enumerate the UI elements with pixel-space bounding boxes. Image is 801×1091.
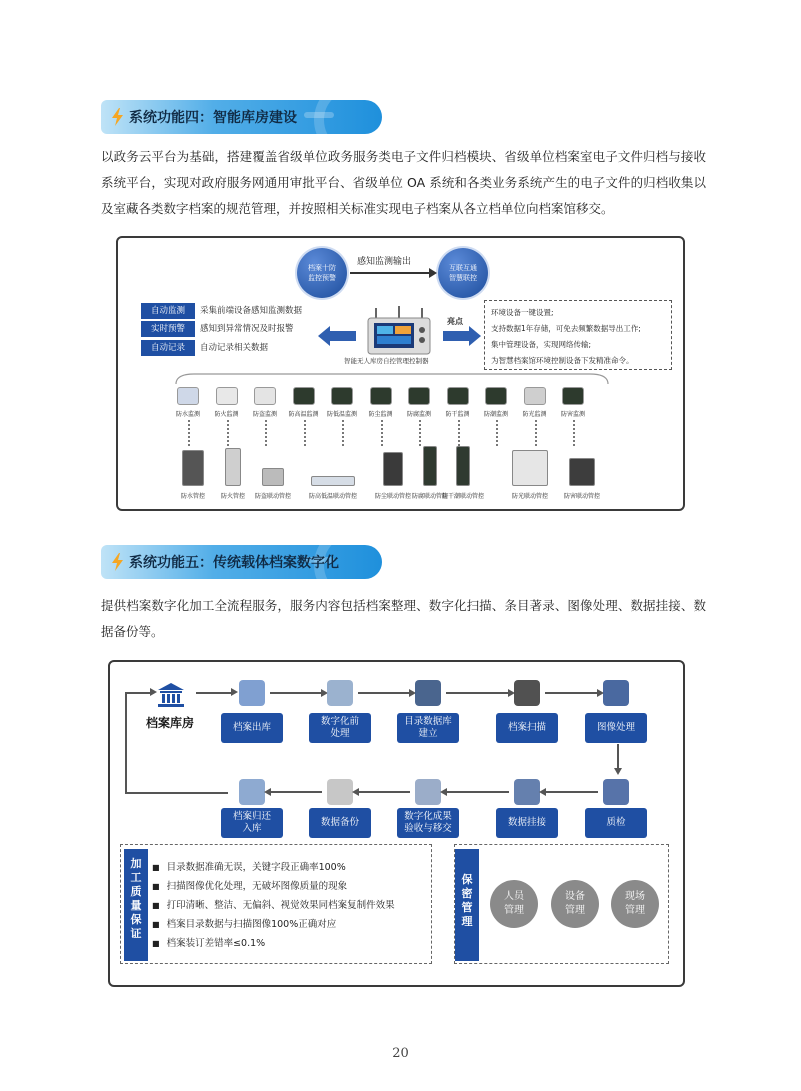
flow-arrow <box>270 692 322 694</box>
flow-arrow <box>196 692 232 694</box>
tag-auto-record: 自动记录 <box>141 340 195 356</box>
arrow-head <box>440 788 447 796</box>
section5-title: 系统功能五：传统载体档案数字化 <box>129 555 339 571</box>
left-block-arrow <box>318 326 356 346</box>
process-step: 数据备份 <box>309 808 371 838</box>
process-step: 目录数据库 建立 <box>397 713 459 743</box>
process-step: 数据挂接 <box>496 808 558 838</box>
qa-item: ■ 扫描图像优化处理，无破坏图像质量的现象 <box>152 877 395 896</box>
sensor-icon <box>216 387 238 405</box>
device-icon <box>383 452 403 486</box>
sensor-icon <box>331 387 353 405</box>
device-label: 防干潮联动管控 <box>441 493 484 500</box>
staff-management: 人员 管理 <box>490 880 538 928</box>
device-label: 防盗联动管控 <box>254 493 291 500</box>
device-icon <box>569 458 595 486</box>
tag-auto-record-desc: 自动记录相关数据 <box>200 343 269 353</box>
qa-item: ■ 打印清晰、整洁、无偏斜、视觉效果同档案复制件效果 <box>152 896 395 915</box>
sensor-label: 防低温监测 <box>326 411 357 418</box>
sensor-label: 防水监测 <box>175 411 200 418</box>
header-decoration <box>304 112 334 118</box>
monitor-warning-circle: 档案十防 监控预警 <box>297 248 347 298</box>
sensor-icon <box>447 387 469 405</box>
qa-label-text: 加 工 质 量 保 证 <box>130 857 142 940</box>
highlights-box <box>484 300 672 370</box>
section4-header <box>101 100 382 134</box>
device-icon <box>262 468 284 486</box>
process-step: 档案扫描 <box>496 713 558 743</box>
process-step: 质检 <box>585 808 647 838</box>
flow-arrow <box>446 791 509 793</box>
device-icon <box>225 448 241 486</box>
dotted-connector <box>535 420 537 446</box>
section5-paragraph: 提供档案数字化加工全流程服务，服务内容包括档案整理、数字化扫描、条目著录、图像处理、数据挂接、数据备份等。 <box>101 598 706 639</box>
flow-arrow <box>358 692 410 694</box>
archive-building-icon <box>156 682 186 708</box>
qa-list <box>152 858 395 953</box>
qa-item: ■ 目录数据准确无误，关键字段正确率100% <box>152 858 395 877</box>
process-icon <box>239 680 265 706</box>
process-step: 数字化成果 验收与移交 <box>397 808 459 838</box>
process-step: 档案出库 <box>221 713 283 743</box>
security-label <box>455 849 479 961</box>
page-number: 20 <box>392 1046 409 1061</box>
sensor-label: 防潮监测 <box>483 411 508 418</box>
sensor-label: 防盗监测 <box>252 411 277 418</box>
top-arrow <box>350 272 430 274</box>
loop-line-bottom <box>125 792 228 794</box>
device-label: 防腐联动管控 <box>411 493 448 500</box>
sensor-label: 防干监测 <box>445 411 470 418</box>
sensor-icon <box>254 387 276 405</box>
qa-item: ■ 档案装订差错率≤0.1% <box>152 934 395 953</box>
highlight-item: 集中管理设备，实现网络传输; <box>491 340 592 349</box>
dotted-connector <box>227 420 229 446</box>
process-icon <box>239 779 265 805</box>
highlight-item: 为智慧档案馆环境控制设备下发精准命令。 <box>491 356 634 365</box>
top-arrow-label: 感知监测输出 <box>357 257 412 267</box>
tag-auto-monitor: 自动监测 <box>141 303 195 319</box>
sensor-icon <box>370 387 392 405</box>
process-step: 图像处理 <box>585 713 647 743</box>
archive-label: 档案库房 <box>146 716 195 730</box>
device-icon <box>456 446 470 486</box>
sensor-icon <box>408 387 430 405</box>
dotted-connector <box>381 420 383 446</box>
loop-line-top <box>125 692 151 694</box>
controller-device <box>364 306 434 356</box>
arrow-head <box>539 788 546 796</box>
tag-auto-monitor-desc: 采集前端设备感知监测数据 <box>200 306 303 316</box>
flow-arrow <box>270 791 322 793</box>
device-label: 防水管控 <box>180 493 205 500</box>
dotted-connector <box>419 420 421 446</box>
sensor-icon <box>485 387 507 405</box>
interconnect-circle: 互联互通 智慧联控 <box>438 248 488 298</box>
device-label: 防高低温联动管控 <box>308 493 357 500</box>
dotted-connector <box>496 420 498 446</box>
dotted-connector <box>458 420 460 446</box>
device-icon <box>423 446 437 486</box>
sensor-icon <box>524 387 546 405</box>
process-icon <box>603 680 629 706</box>
device-icon <box>182 450 204 486</box>
arrow-head <box>231 688 238 696</box>
down-arrow-line <box>617 744 619 770</box>
device-label: 防光联动管控 <box>511 493 548 500</box>
arrow-head <box>614 768 622 775</box>
sensor-label: 防尘监测 <box>368 411 393 418</box>
flow-arrow <box>446 692 509 694</box>
device-label: 防火管控 <box>220 493 245 500</box>
sensor-label: 防光监测 <box>522 411 547 418</box>
flow-arrow <box>545 791 598 793</box>
loop-line-vertical <box>125 692 127 792</box>
security-label-text: 保 密 管 理 <box>461 873 473 928</box>
sensor-icon <box>562 387 584 405</box>
equipment-management: 设备 管理 <box>551 880 599 928</box>
sensor-label: 防腐监测 <box>406 411 431 418</box>
highlight-item: 环境设备一键设置; <box>491 308 554 317</box>
process-icon <box>514 779 540 805</box>
sensor-label: 防高温监测 <box>288 411 319 418</box>
section5-header <box>101 545 382 579</box>
dotted-connector <box>188 420 190 446</box>
flow-arrow <box>358 791 410 793</box>
dotted-connector <box>573 420 575 446</box>
device-icon <box>512 450 548 486</box>
process-icon <box>327 779 353 805</box>
section4-paragraph: 以政务云平台为基础，搭建覆盖省级单位政务服务类电子文件归档模块、省级单位档案室电子文件归档与接收系统平台，实现对政府服务网通用审批平台、省级单位 OA 系统和各类业务系统产生的电子文件的归档收集以及室藏各类数字档案的规范管理，并按照相关标准实现电子档案从各立档单位向档案馆移交。 <box>101 149 706 216</box>
tag-realtime-warning: 实时预警 <box>141 321 195 337</box>
arrow-head <box>150 688 157 696</box>
dotted-connector <box>342 420 344 446</box>
site-management: 现场 管理 <box>611 880 659 928</box>
dotted-connector <box>304 420 306 446</box>
tag-realtime-warning-desc: 感知到异常情况及时报警 <box>200 324 294 334</box>
dotted-connector <box>265 420 267 446</box>
arrow-head <box>429 268 437 278</box>
section4-title: 系统功能四：智能库房建设 <box>129 110 297 126</box>
qa-item: ■ 档案目录数据与扫描图像100%正确对应 <box>152 915 395 934</box>
sensor-icon <box>293 387 315 405</box>
sensor-label: 防火监测 <box>214 411 239 418</box>
process-icon <box>327 680 353 706</box>
sensor-label: 防害监测 <box>560 411 585 418</box>
lightning-icon <box>108 107 128 127</box>
arrow-head <box>352 788 359 796</box>
process-icon <box>415 779 441 805</box>
sensor-icon <box>177 387 199 405</box>
device-icon <box>311 476 355 486</box>
process-icon <box>603 779 629 805</box>
highlight-item: 支持数据1年存储，可免去频繁数据导出工作; <box>491 324 641 333</box>
device-label: 防害联动管控 <box>563 493 600 500</box>
controller-label: 智能无人库房自控管理控制器 <box>344 357 429 365</box>
arrow-head <box>264 788 271 796</box>
flow-arrow <box>545 692 598 694</box>
sensor-bracket <box>174 370 610 386</box>
right-block-arrow <box>443 326 481 346</box>
process-icon <box>415 680 441 706</box>
highlight-label: 亮点 <box>447 317 463 326</box>
lightning-icon <box>108 552 128 572</box>
process-icon <box>514 680 540 706</box>
process-step: 数字化前 处理 <box>309 713 371 743</box>
device-label: 防尘联动管控 <box>374 493 411 500</box>
process-step: 档案归还 入库 <box>221 808 283 838</box>
qa-label <box>124 849 148 961</box>
